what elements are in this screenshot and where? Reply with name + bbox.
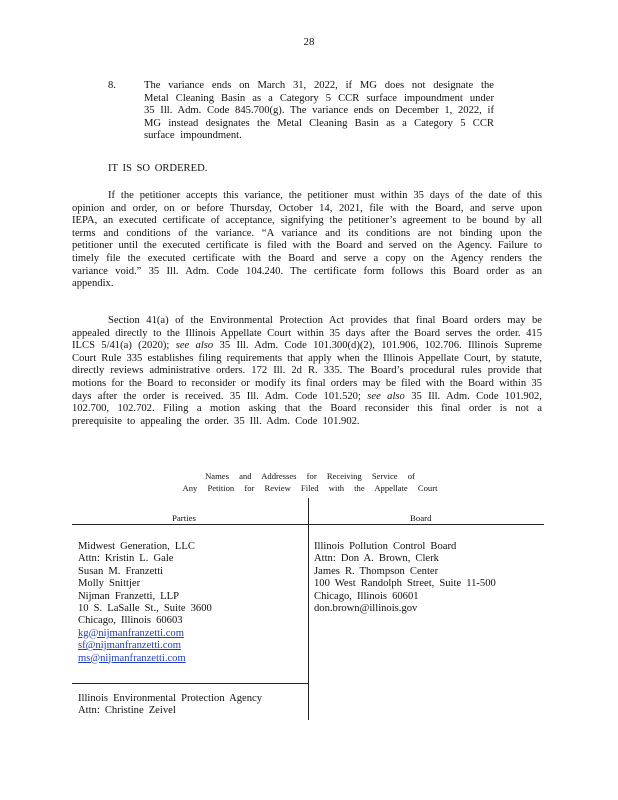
order-item-8 bbox=[108, 80, 508, 143]
order-item-number: 8. bbox=[108, 80, 116, 91]
address-line: Attn: Don A. Brown, Clerk bbox=[314, 553, 439, 565]
address-line: Illinois Pollution Control Board bbox=[314, 541, 457, 552]
email-link[interactable]: kg@nijmanfranzetti.com bbox=[78, 627, 184, 639]
board-email: don.brown@illinois.gov bbox=[314, 602, 418, 614]
midwest-generation-address bbox=[78, 541, 212, 665]
address-line: Nijman Franzetti, LLP bbox=[78, 590, 180, 602]
address-line: James R. Thompson Center bbox=[314, 565, 439, 577]
appeal-paragraph bbox=[72, 315, 542, 428]
address-line: Midwest Generation, LLC bbox=[78, 541, 195, 552]
address-line: Attn: Kristin L. Gale bbox=[78, 553, 174, 565]
agency-address bbox=[78, 693, 262, 718]
address-line: Illinois Environmental Protection Agency bbox=[78, 693, 263, 704]
see-also-citation: see also bbox=[367, 390, 405, 402]
appeal-text-part: 35 Ill. Adm. Code 101.902, 102.700, 102.702. Filing a motion asking that the Board reconsider this final order is not a prerequisite to appealing the order. 35 Ill. Adm. Code 101.902. bbox=[72, 390, 542, 427]
order-item-text: The variance ends on March 31, 2022, if MG does not designate the Metal Cleaning Basin as a Category 5 CCR surface impoundment under 35 Ill. Adm. Code 845.700(g). The variance ends on December 1, 2022, if MG instead designates the Metal Cleaning Basin as a Category 5 CCR surface impoundment. bbox=[144, 80, 494, 142]
board-column-header: Board bbox=[410, 513, 432, 523]
email-link[interactable]: ms@nijmanfranzetti.com bbox=[78, 652, 186, 664]
address-line: 10 S. LaSalle St., Suite 3600 bbox=[78, 602, 212, 614]
address-line: Chicago, Illinois 60601 bbox=[314, 590, 419, 602]
service-caption-line: Names and Addresses for Receiving Service of bbox=[205, 471, 415, 481]
email-link[interactable]: sf@nijmanfranzetti.com bbox=[78, 640, 182, 652]
parties-column-header: Parties bbox=[172, 513, 196, 523]
address-line: Molly Snittjer bbox=[78, 578, 141, 590]
table-column-divider bbox=[308, 498, 309, 720]
table-divider bbox=[72, 683, 308, 684]
service-list-caption bbox=[60, 470, 560, 494]
address-line: Chicago, Illinois 60603 bbox=[78, 615, 183, 627]
so-ordered-heading: IT IS SO ORDERED. bbox=[108, 163, 208, 174]
board-address bbox=[314, 541, 496, 615]
address-line: Susan M. Franzetti bbox=[78, 565, 164, 577]
acceptance-paragraph: If the petitioner accepts this variance, the petitioner must within 35 days of the date of this opinion and order, on or before Thursday, October 14, 2021, file with the Board, and serve upon IEPA, an executed certificate of acceptance, signifying the petitioner’s agreement to be bound by all terms and conditions of the variance. “A variance and its conditions are not binding upon the petitioner until the executed certificate is filed with the Board and served on the Agency. Failure to timely file the executed certificate with the Board and serve a copy on the Agency renders the variance void.” 35 Ill. Adm. Code 104.240. The certificate form follows this Board order as an appendix. bbox=[72, 190, 542, 290]
service-caption-line: Any Petition for Review Filed with the Appellate Court bbox=[182, 483, 438, 493]
appeal-text-part: Section 41(a) of the Environmental Protection Act provides that final Board orders may be appealed directly to the Illinois Appellate Court within 35 days after the Board serves the order. 415 ILCS 5/41(a) (2020); bbox=[72, 315, 542, 352]
page-number: 28 bbox=[303, 36, 315, 48]
address-line: Attn: Christine Zeivel bbox=[78, 705, 176, 717]
address-line: 100 West Randolph Street, Suite 11-500 bbox=[314, 578, 496, 590]
appeal-text-part: 35 Ill. Adm. Code 101.300(d)(2), 101.906, 102.706. Illinois Supreme Court Rule 335 establishes filing requirements that apply when the Illinois Appellate Court, by statute, directly reviews administrative orders. 172 Ill. 2d R. 335. The Board’s procedural rules provide that motions for the Board to reconsider or modify its final orders may be filed with the Board within 35 days after the order is received. 35 Ill. Adm. Code 101.520; bbox=[72, 340, 542, 402]
see-also-citation: see also bbox=[175, 340, 214, 352]
